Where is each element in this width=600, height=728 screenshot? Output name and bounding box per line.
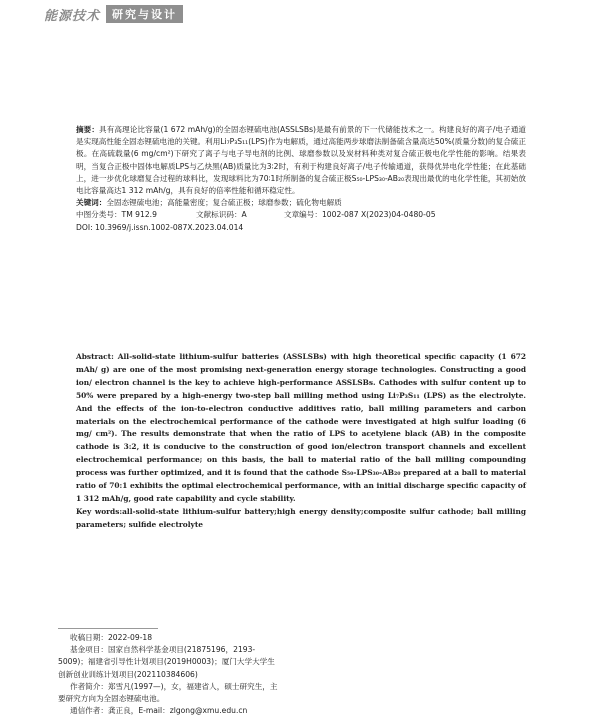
cn-abstract-text: 具有高理论比容量(1 672 mAh/g)的全固态锂硫电池(ASSLSBs)是最有前景的下一代储能技术之一。构建良好的离子/电子通道是实现高性能全固态锂硫电池的关键。利用Li₇P₃S₁₁(LPS)作为电解质，通过高能两步球磨法制备硫含量高达50%(质量分数)的复合硫正极。在高硫载量(6 mg/cm²)下研究了离子与电子导电剂的比例、球磨参数以及炭材料种类对复合硫正极电化学性能的影响。结果表明，当复合正极中固体电解质LPS与乙炔黑(AB)质量比为3∶2时，有利于构建良好离子/电子传输通道，获得优异电化学性能；在此基础上，进一步优化球磨复合过程的球料比，发现球料比为70∶1时所制备的复合硫正极S₅₀-LPS₃₀-AB₂₀表现出最优的电化学性能，其初始放电比容量高达1 312 mAh/g，具有良好的倍率性能和循环稳定性。 [76, 125, 526, 196]
fund-line-2: 5009)；福建省引导性计划项目(2019H0003)；厦门大学大学生 [58, 657, 275, 667]
cn-abstract-paragraph [76, 124, 526, 197]
author-line-1: 作者简介：郑雪凡(1997—)，女，福建省人，硕士研究生，主 [70, 681, 278, 691]
journal-logo: 能源技术 [44, 8, 101, 24]
fund-line-3: 创新创业训练计划项目(202110384606) [58, 669, 198, 679]
en-keywords-label: Key words: [76, 506, 123, 516]
author-line-2: 要研究方向为全固态锂硫电池。 [58, 694, 165, 704]
cn-keywords [76, 197, 526, 209]
english-abstract [76, 351, 526, 532]
en-keywords [76, 506, 526, 532]
chinese-abstract [76, 124, 526, 234]
en-abstract-text: All-solid-state lithium-sulfur batteries (ASSLSBs) with high theoretical specific capacity (1 672 mAh/ g) are one of the most promising next-generation energy storage technologies. Constructing a good ion/ electron channel is the key to achieve high-performance ASSLSBs. Cathodes with sulfur content up to 50% were prepared by a high-energy two-step ball milling method using Li₇P₃S₁₁ (LPS) as the electrolyte. And the effects of the ion-to-electron conductive additives ratio, ball milling parameters and carbon materials on the electrochemical performance of the cathode were investigated at high sulfur loading (6 mg/ cm²). The results demonstrate that when the ratio of LPS to acetylene black (AB) in the composite cathode is 3:2, it is conducive to the construction of good ion/electron transport channels and excellent electrochemical performance; on this basis, the ball to material ratio of the ball milling compounding process was further optimized, and it is found that the cathode S₅₀-LPS₃₀-AB₂₀ prepared at a ball to material ratio of 70:1 exhibits the optimal electrochemical performance, with an initial discharge specific capacity of 1 312 mAh/g, good rate capability and cycle stability. [76, 352, 526, 503]
en-abstract-label: Abstract: [76, 352, 114, 361]
classification-line [76, 209, 526, 221]
en-abstract-paragraph [76, 351, 526, 506]
article-number: 文章编号：1002-087 X(2023)04-0480-05 [284, 210, 436, 220]
corresponding-author: 通信作者：龚正良，E-mail：zlgong@xmu.edu.cn [70, 706, 248, 716]
doi: DOI: 10.3969/j.issn.1002-087X.2023.04.014 [76, 222, 244, 232]
footnote-block [58, 632, 298, 717]
received-date: 收稿日期：2022-09-18 [70, 633, 153, 642]
document-code: 文献标识码：A [196, 210, 247, 220]
section-tag: 研究与设计 [106, 5, 183, 23]
footnote-divider [58, 628, 158, 629]
cn-keywords-text: 全固态锂硫电池；高能量密度；复合硫正极；球磨参数；硫化物电解质 [106, 198, 342, 208]
running-header [44, 6, 183, 22]
fund-line-1: 基金项目：国家自然科学基金项目(21875196，2193- [70, 645, 256, 655]
cn-keywords-label: 关键词： [76, 198, 107, 208]
cn-abstract-label: 摘要： [76, 125, 100, 134]
en-keywords-text: all-solid-state lithium-sulfur battery;high energy density;composite sulfur cathode; ball milling parameters; sulfide electrolyte [76, 506, 526, 529]
clc-number: 中图分类号：TM 912.9 [76, 210, 157, 220]
